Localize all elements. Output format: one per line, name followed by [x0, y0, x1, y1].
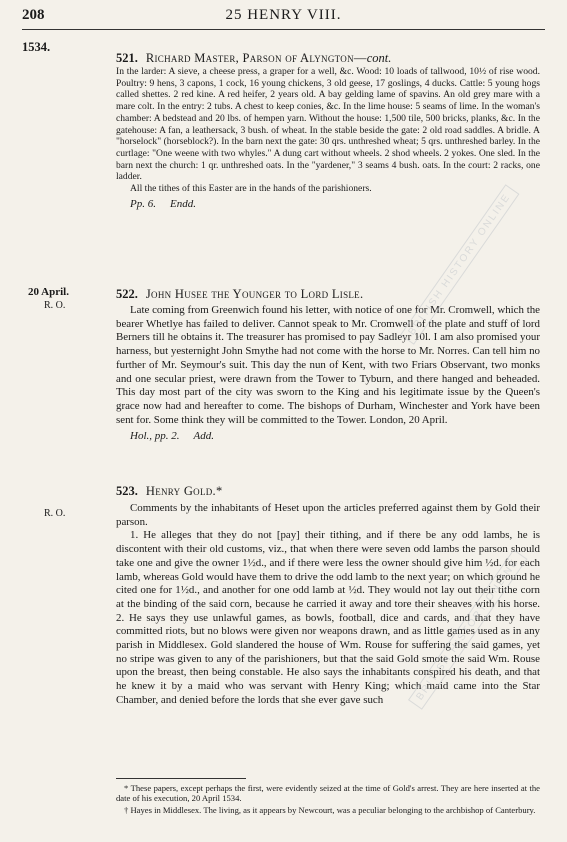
letter-text: Late coming from Greenwich found his letter, with notice of one for Mr. Cromwell, which the bearer Whetlye has failed to deliver. Cannot speak to Mr. Cromwell of the plate and stuff of lord Berners till he obtains it. The treasurer has promised to pay Sadleyr 10l. I am also promised your harness, but yesternight John Smythe had not come with the horse to Mr. Norres. Can tell him no further of Mr. Seymour's suit. This day the nun of Kent, with two Friars Observant, two monks and one secular priest, were drawn from the Tower to Tyburn, and there hanged and beheaded. This day most part of the city was sworn to the King and his legitimate issue by the Queen's grace now had and hereafter to come. The bishops of Durham, Winchester and York have been sent for. Some think they will be committed to the Tower. London, 20 April. — [116, 304, 540, 426]
holograph-pages: Hol., pp. 2. — [130, 430, 180, 443]
watermark-stamp: BRITISH HISTORY ONLINE — [408, 549, 528, 710]
entry-521 — [116, 50, 540, 210]
continued-label: cont. — [366, 51, 392, 65]
entry-number: 521. — [116, 51, 138, 65]
entry-title: Richard Master, Parson of Alyngton— — [145, 51, 367, 65]
footnote-rule — [116, 778, 246, 779]
address-note: Add. — [193, 430, 214, 443]
document-reference — [130, 198, 540, 210]
footnote-1: * These papers, except perhaps the first, were evidently seized at the time of Gold's arrest. They are here inserted at the date of his execution, 20 April 1534. — [116, 783, 540, 804]
entry-522-heading — [116, 286, 540, 302]
entry-521-heading — [116, 50, 540, 66]
entry-523-source: R. O. — [44, 508, 66, 519]
entry-522-date: 20 April. — [28, 286, 69, 298]
document-reference — [130, 430, 540, 442]
tithes-note: All the tithes of this Easter are in the hands of the parishioners. — [130, 183, 372, 195]
page-number: 208 — [22, 7, 45, 23]
entry-title: John Husee the Younger to Lord Lisle. — [145, 287, 364, 301]
inventory-text: In the larder: A sieve, a cheese press, a graper for a well, &c. Wood: 10 loads of tallwood, 10½ of rise wood. Poultry: 9 hens, 3 capons, 1 cock, 16 young chickens, 3 old geese, 17 goslings, 4 ducks. Cattle: 5 young hogs called shettes. 2 red kine. A red heifer, 2 years old. A bay gelding lame of spavins. An old grey mare with a mare colt. In the entry: 2 tubs. A chest to keep conies, &c. In the lime house: 5 seams of lime. In the woman's chamber: A bedstead and 20 lbs. of hempen yarn. Without the house: 1,500 tile, 500 bricks, planks, &c. In the gatehouse: A fan, a leathersack, 3 bush. of wheat. In the stable beside the gate: 2 old road saddles. A bridle. A "horselock" (horseblock?). In the barn next the gate: 30 qrs. unthreshed wheat; 5 qrs. unthreshed barley. In the curtlage: "One weene with two whyles." A dung cart without wheels. 2 shod wheels. 2 yokes. One sled. In the barn next the church: 1 qr. unthreshed oats. In the "yardener," 3 seams 4 bush. oats. In the court: 2 racks, one ladder. — [116, 66, 540, 183]
entry-number: 522. — [116, 287, 138, 301]
comments-text: 1. He alleges that they do not [pay] their tithing, and if there be any odd lambs, he is discontent with their old customs, viz., that when there were seven odd lambs the parson should take one and give the owner 1½d., and if there were less the owner should give him ½d. for each lamb, whereas Gold would have them to drive the odd lamb to the next year; on which ground he cited one for 1½d., and another for one odd lamb at ½d. They would not lay out their tithe corn at the binding of the said corn, because he carried it away and tore their sheaves with his horse. 2. He says they use unlawful games, as bowls, football, dice and cards, and that they have committed riots, but no blows were given nor weapons drawn, and as little games used as in any parish in Middlesex. Gold slandered the house of Wm. Rouse for suffering the said games, yet no stripe was given to any of the parishioners, but that the said Gold smote the said Wm. Rouse upon the breast, then being constable. He also says the inhabitants conspired his death, and that he knew it by a maid who was servant with Henry King; which maid came into the Star Chamber, and denied before the lords that she ever gave such — [116, 529, 540, 706]
entry-523-heading — [116, 483, 540, 499]
entry-number: 523. — [116, 484, 138, 498]
watermark-stamp: BRITISH HISTORY ONLINE — [400, 184, 520, 345]
comments-intro: Comments by the inhabitants of Heset upon the articles preferred against them by Gold their parson. — [116, 502, 540, 528]
footnotes — [116, 783, 540, 816]
year-label: 1534. — [22, 40, 51, 54]
entry-title: Henry Gold.* — [145, 484, 223, 498]
entry-523 — [116, 483, 540, 708]
running-title: 25 HENRY VIII. — [225, 7, 342, 23]
entry-522-source: R. O. — [44, 300, 66, 311]
footnote-2: † Hayes in Middlesex. The living, as it appears by Newcourt, was a peculiar belonging to the archbishop of Canterbury. — [124, 804, 536, 815]
header-rule — [22, 29, 545, 30]
endorsement-note: Endd. — [169, 197, 196, 210]
entry-522 — [116, 286, 540, 442]
page-count: Pp. 6. — [130, 197, 156, 210]
